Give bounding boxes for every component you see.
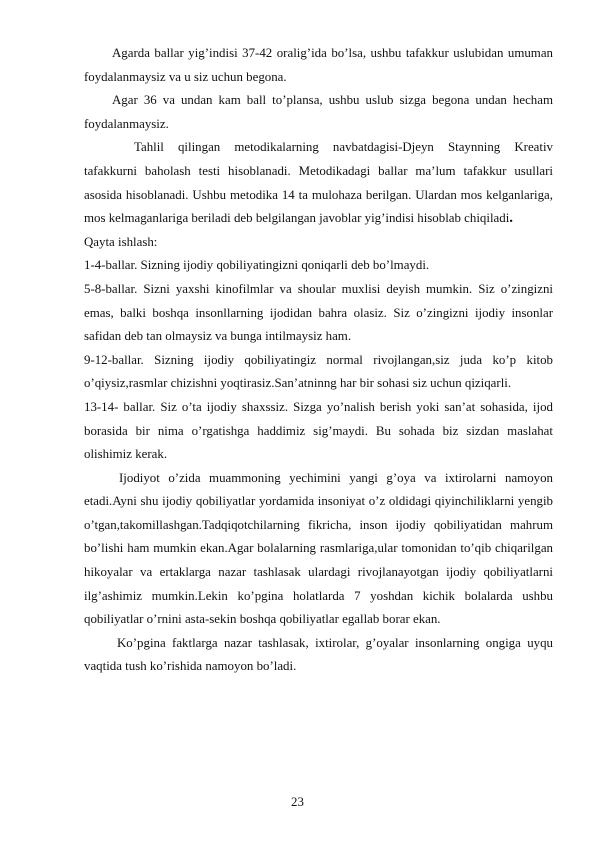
section-heading: Qayta ishlash: bbox=[84, 234, 158, 249]
paragraph: Agar 36 va undan kam ball to’plansa, ushbu uslub sizga begona undan hecham foydalanmaysiz. bbox=[84, 93, 553, 131]
paragraph-end-mark: . bbox=[509, 210, 514, 227]
paragraph-text: Tahlil qilingan metodikalarning navbatdagisi-Djeyn Staynning Kreativ tafakkurni baholash testi hisoblanadi. Metodikadagi ballar ma’lum tafakkur usullari asosida hisoblanadi. Ushbu metodika 14 ta mulohaza berilgan. Ulardan mos kelganlariga, mos kelmaganlariga beriladi deb belgilangan javoblar yig’indisi hisoblab chiqiladi bbox=[84, 140, 553, 226]
page-number: 23 bbox=[291, 795, 304, 809]
paragraph bbox=[84, 136, 553, 230]
score-range-item: 1-4-ballar. Sizning ijodiy qobiliyatingizni qoniqarli deb bo’lmaydi. bbox=[84, 258, 430, 273]
paragraph: Agarda ballar yig’indisi 37-42 oralig’ida bo’lsa, ushbu tafakkur uslubidan umuman foydalanmaysiz va u siz uchun begona. bbox=[84, 46, 553, 84]
score-range-item: 13-14- ballar. Siz o’ta ijodiy shaxssiz. Sizga yo’nalish berish yoki san’at sohasida, ijod borasida bir nima o’rgatishga haddimiz sig’maydi. Bu sohada biz sizdan maslahat olishimiz kerak. bbox=[84, 399, 553, 462]
paragraph: Ijodiyot o’zida muammoning yechimini yangi g’oya va ixtirolarni namoyon etadi.Ayni shu ijodiy qobiliyatlar yordamida insoniyat o’z oldidagi qiyinchiliklarni yengib o’tgan,takomillashgan.Tadqiqotchilarning fikricha, inson ijodiy qobiliyatidan mahrum bo’lishi ham mumkin ekan.Agar bolalarning rasmlariga,ular tomonidan to’qib chiqarilgan hikoyalar va ertaklarga nazar tashlasak ulardagi rivojlanayotgan ijodiy qobiliyatlarni ilg’ashimiz mumkin.Lekin ko’pgina holatlarda 7 yoshdan kichik bolalarda ushbu qobiliyatlar o’rnini asta-sekin boshqa qobiliyatlar egallab borar ekan. bbox=[84, 470, 553, 627]
score-range-item: 5-8-ballar. Sizni yaxshi kinofilmlar va shoular muxlisi deyish mumkin. Siz o’zingizni emas, balki boshqa insonllarning ijodidan bahra olasiz. Siz o’zingizni ijodiy insonlar safidan deb tan olmaysiz va bunga intilmaysiz ham. bbox=[84, 281, 553, 344]
paragraph: Ko’pgina faktlarga nazar tashlasak, ixtirolar, g’oyalar insonlarning ongiga uyqu vaqtida tush ko’rishida namoyon bo’ladi. bbox=[84, 635, 553, 674]
score-range-item: 9-12-ballar. Sizning ijodiy qobiliyatingiz normal rivojlangan,siz juda ko’p kitob o’qiysiz,rasmlar chizishni yoqtirasiz.San’atninng har bir sohasi siz uchun qiziqarli. bbox=[84, 352, 553, 391]
document-body bbox=[84, 42, 553, 679]
